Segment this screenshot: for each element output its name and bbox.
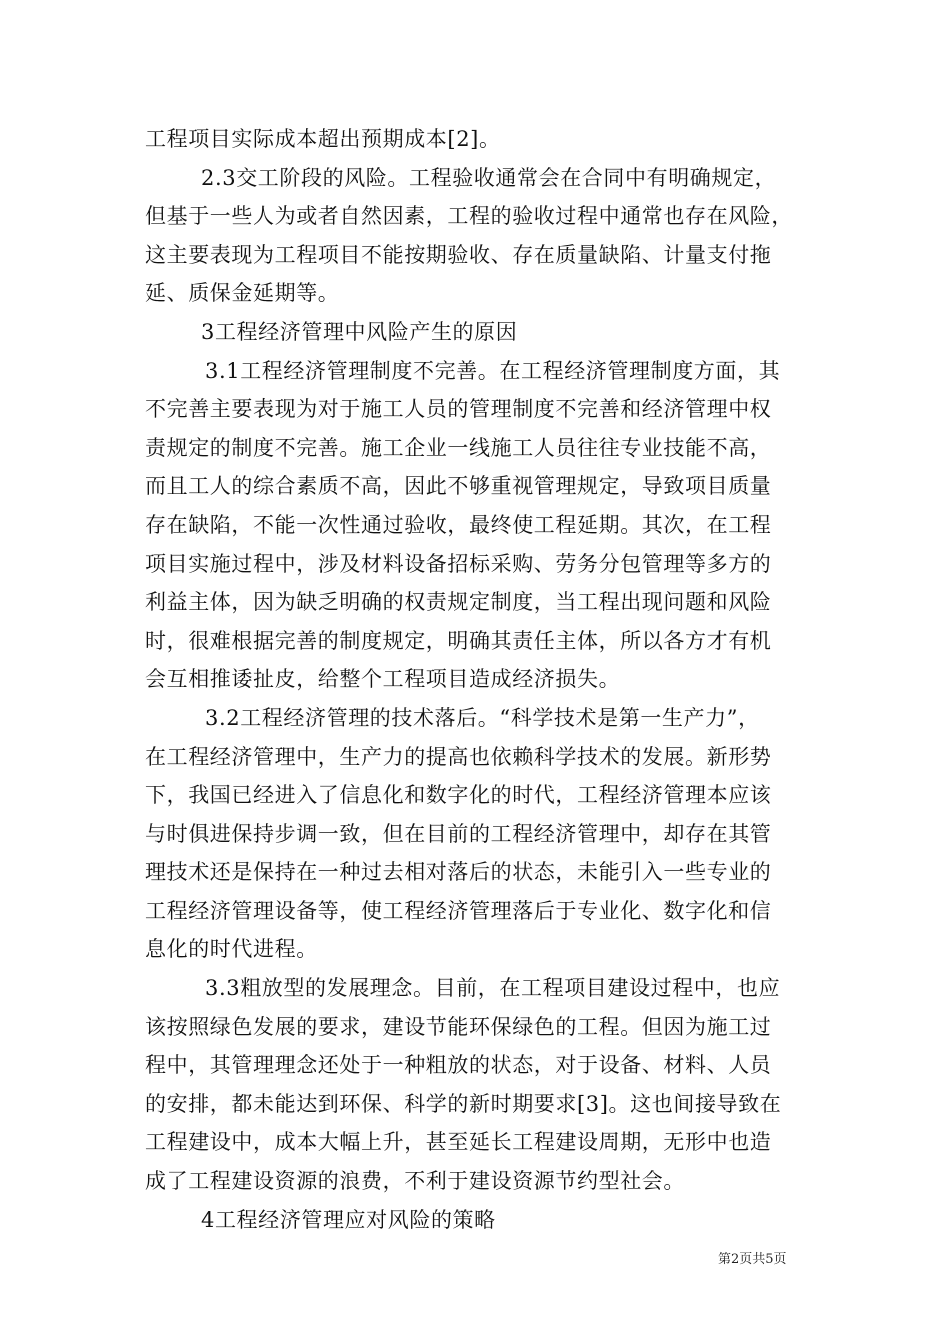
text-line: 与时俱进保持步调一致，但在目前的工程经济管理中，却存在其管 [145, 821, 772, 846]
text-line: 工程建设中，成本大幅上升，甚至延长工程建设周期，无形中也造 [145, 1130, 772, 1155]
section-3-3-paragraph-start: 3.3粗放型的发展理念。目前，在工程项目建设过程中，也应 [205, 976, 781, 1001]
section-3-2-paragraph-start: 3.2工程经济管理的技术落后。“科学技术是第一生产力”， [205, 705, 760, 730]
text-line: 延、质保金延期等。 [145, 281, 340, 306]
section-3-1-paragraph-start: 3.1工程经济管理制度不完善。在工程经济管理制度方面，其 [205, 358, 781, 383]
text-line: 项目实施过程中，涉及材料设备招标采购、劳务分包管理等多方的 [145, 551, 772, 576]
text-line: 但基于一些人为或者自然因素，工程的验收过程中通常也存在风险， [145, 204, 793, 229]
text-line: 而且工人的综合素质不高，因此不够重视管理规定，导致项目质量 [145, 474, 772, 499]
text-line: 利益主体，因为缺乏明确的权责规定制度，当工程出现问题和风险 [145, 590, 772, 615]
text-line: 息化的时代进程。 [145, 937, 318, 962]
text-line: 在工程经济管理中，生产力的提高也依赖科学技术的发展。新形势 [145, 744, 772, 769]
text-line: 会互相推诿扯皮，给整个工程项目造成经济损失。 [145, 667, 621, 692]
text-line: 责规定的制度不完善。施工企业一线施工人员往往专业技能不高， [145, 435, 772, 460]
text-line: 这主要表现为工程项目不能按期验收、存在质量缺陷、计量支付拖 [145, 242, 772, 267]
text-line: 成了工程建设资源的浪费，不利于建设资源节约型社会。 [145, 1169, 685, 1194]
document-body [145, 120, 805, 1239]
text-line: 工程项目实际成本超出预期成本[2]。 [145, 127, 501, 151]
text-line: 该按照绿色发展的要求，建设节能环保绿色的工程。但因为施工过 [145, 1014, 772, 1039]
text-line: 不完善主要表现为对于施工人员的管理制度不完善和经济管理中权 [145, 397, 772, 422]
text-line: 程中，其管理理念还处于一种粗放的状态，对于设备、材料、人员 [145, 1053, 772, 1078]
text-line: 工程经济管理设备等，使工程经济管理落后于专业化、数字化和信 [145, 898, 772, 923]
section-3-heading: 3工程经济管理中风险产生的原因 [201, 319, 518, 344]
text-line: 存在缺陷，不能一次性通过验收，最终使工程延期。其次，在工程 [145, 512, 772, 537]
text-line: 理技术还是保持在一种过去相对落后的状态，未能引入一些专业的 [145, 860, 772, 885]
text-line: 的安排，都未能达到环保、科学的新时期要求[3]。这也间接导致在 [145, 1091, 782, 1116]
section-4-heading: 4工程经济管理应对风险的策略 [201, 1207, 496, 1232]
text-line: 时，很难根据完善的制度规定，明确其责任主体，所以各方才有机 [145, 628, 772, 653]
section-2-3-paragraph-start: 2.3交工阶段的风险。工程验收通常会在合同中有明确规定， [201, 165, 777, 190]
text-line: 下，我国已经进入了信息化和数字化的时代，工程经济管理本应该 [145, 783, 772, 808]
page-number-footer: 第2页共5页 [718, 1252, 787, 1267]
